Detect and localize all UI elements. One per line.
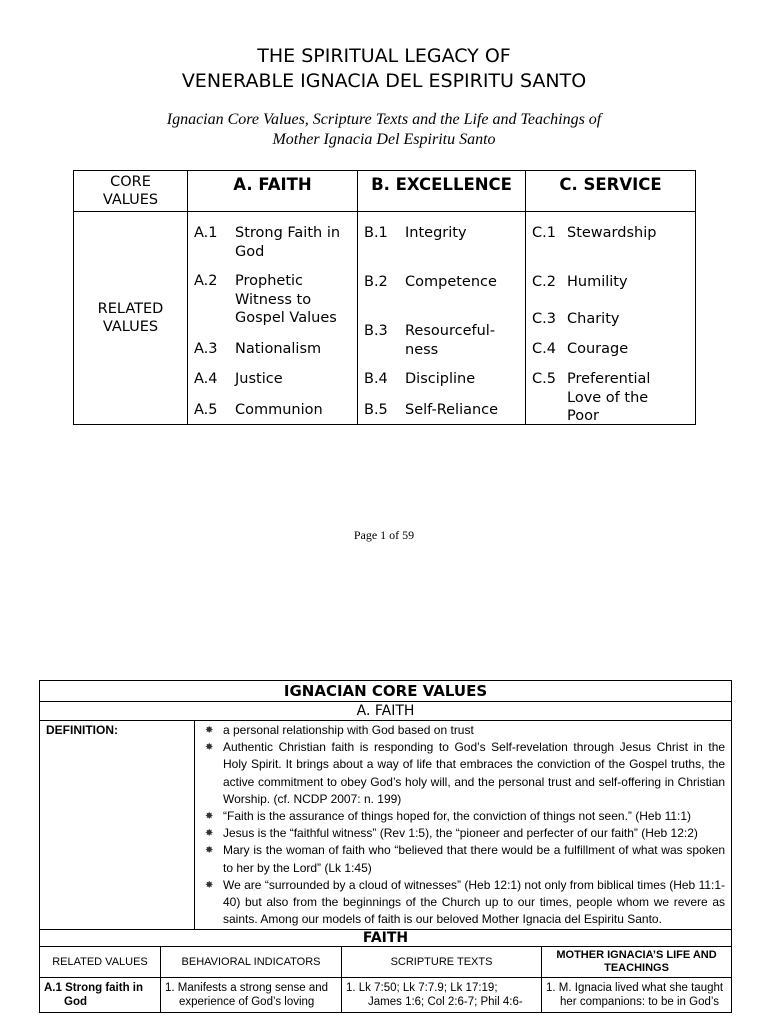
summary-header-row <box>74 171 696 212</box>
page-number: Page 1 of 59 <box>353 528 415 542</box>
definition-body <box>195 721 732 930</box>
definition-text: Mary is the woman of faith who “believed that there would be a fulfillment of what was spoken to her by the Lord” (Lk 1:45) <box>223 843 726 875</box>
title-line-2: VENERABLE IGNACIA DEL ESPIRITU SANTO <box>181 70 587 92</box>
value-item <box>364 370 523 389</box>
value-item <box>194 370 355 389</box>
table-subheading-row <box>40 702 732 721</box>
value-item <box>532 340 693 359</box>
value-number: B.3 <box>364 323 388 339</box>
value-item <box>194 272 355 328</box>
list-item <box>205 739 725 808</box>
value-item <box>532 273 693 292</box>
value-item <box>532 370 662 426</box>
value-number: C.3 <box>532 311 556 327</box>
bullet-icon: ✸ <box>205 828 214 840</box>
excellence-column-header: B. EXCELLENCE <box>358 171 526 212</box>
column-header-behavioral-indicators: BEHAVIORAL INDICATORS <box>161 947 342 978</box>
definition-list <box>205 722 725 928</box>
column-header-scripture-texts: SCRIPTURE TEXTS <box>342 947 542 978</box>
list-item <box>205 808 725 825</box>
definition-text: We are “surrounded by a cloud of witnesses” (Heb 12:1) not only from biblical times (Heb 11:1-40) but also from the beginnings of the Church up to our times, people whom we revere as saints. Among our models of faith is our beloved Mother Ignacia del Espiritu Santo. <box>223 877 726 927</box>
bullet-icon: ✸ <box>205 879 214 891</box>
value-text: Communion <box>235 402 323 418</box>
value-number: C.2 <box>532 274 556 290</box>
value-item <box>364 224 523 243</box>
table-row <box>40 978 732 1013</box>
service-column-header: C. SERVICE <box>526 171 696 212</box>
summary-values-row <box>74 212 696 425</box>
definition-text: Jesus is the “faithful witness” (Rev 1:5), the “pioneer and perfecter of our faith” (Heb 12:2) <box>223 826 698 841</box>
service-values-cell <box>526 212 696 425</box>
definition-label: DEFINITION: <box>40 721 195 930</box>
bullet-icon: ✸ <box>205 811 214 823</box>
value-number: C.1 <box>532 225 556 241</box>
list-item <box>205 825 725 842</box>
value-number: A.2 <box>194 273 218 289</box>
core-values-summary-table <box>73 170 696 425</box>
subtitle-line-1: Ignacian Core Values, Scripture Texts and the Life and Teachings of <box>166 111 602 128</box>
faith-section-label: FAITH <box>40 930 732 947</box>
teaching-line-1: 1. M. Ignacia lived what she taught <box>546 982 724 995</box>
related-label-line-2: VALUES <box>102 319 159 335</box>
ignacian-core-values-table <box>39 680 732 1013</box>
value-item <box>532 224 693 243</box>
core-label-line-2: VALUES <box>102 192 159 208</box>
value-text: Justice <box>235 371 283 387</box>
value-text: Stewardship <box>567 225 657 241</box>
title-line-1: THE SPIRITUAL LEGACY OF <box>257 45 511 67</box>
value-text: Self-Reliance <box>405 402 499 418</box>
value-number: C.4 <box>532 341 556 357</box>
list-item <box>205 842 725 876</box>
value-number: B.1 <box>364 225 388 241</box>
value-text: Resourceful-ness <box>405 323 496 358</box>
definition-text: “Faith is the assurance of things hoped for, the conviction of things not seen.” (Heb 11:1) <box>223 809 692 824</box>
document-title <box>0 44 768 94</box>
bullet-icon: ✸ <box>205 725 214 736</box>
list-item <box>205 722 725 739</box>
value-number: A.5 <box>194 402 218 418</box>
related-values-label <box>74 212 188 425</box>
value-number: A.1 <box>194 225 218 241</box>
value-text: Humility <box>567 274 628 290</box>
value-item <box>194 401 355 420</box>
related-value-cell <box>40 978 161 1013</box>
teaching-line-2: her companions: to be in God’s <box>560 996 719 1009</box>
value-text: Integrity <box>405 225 467 241</box>
value-text: Preferential Love of the Poor <box>567 371 651 424</box>
value-text: Strong Faith in God <box>235 225 341 260</box>
table-heading: IGNACIAN CORE VALUES <box>40 681 732 702</box>
value-item <box>194 340 355 359</box>
core-label-line-1: CORE <box>110 174 151 190</box>
value-text: Nationalism <box>235 341 322 357</box>
bullet-icon: ✸ <box>205 742 214 754</box>
bullet-icon: ✸ <box>205 845 214 857</box>
table-heading-row <box>40 681 732 702</box>
faith-label-row <box>40 930 732 947</box>
value-item <box>364 401 523 420</box>
subtitle-line-2: Mother Ignacia Del Espiritu Santo <box>272 131 496 148</box>
faith-values-cell <box>188 212 358 425</box>
faith-column-header: A. FAITH <box>188 171 358 212</box>
related-value-line-1: A.1 Strong faith in <box>44 982 144 995</box>
value-item <box>364 273 523 292</box>
indicator-line-1: 1. Manifests a strong sense and <box>165 982 329 995</box>
related-value-line-2: God <box>64 996 87 1009</box>
value-text: Prophetic Witness to Gospel Values <box>235 273 337 326</box>
column-header-related-values: RELATED VALUES <box>40 947 161 978</box>
value-number: B.2 <box>364 274 388 290</box>
value-text: Courage <box>567 341 629 357</box>
value-text: Competence <box>405 274 497 290</box>
value-number: B.5 <box>364 402 388 418</box>
document-subtitle <box>0 110 768 150</box>
column-header-row <box>40 947 732 978</box>
value-number: B.4 <box>364 371 388 387</box>
definition-row <box>40 721 732 930</box>
value-text: Charity <box>567 311 620 327</box>
core-values-label <box>74 171 188 212</box>
definition-text: a personal relationship with God based on trust <box>223 723 474 737</box>
scripture-line-1: 1. Lk 7:50; Lk 7:7.9; Lk 17:19; <box>346 982 498 995</box>
list-item <box>205 877 725 929</box>
table-subheading: A. FAITH <box>40 702 732 721</box>
value-number: C.5 <box>532 371 556 387</box>
definition-text: Authentic Christian faith is responding to God’s Self-revelation through Jesus Christ in the Holy Spirit. It brings about a way of life that embraces the conviction of the Gospel truths, the active commitment to obey God’s holy will, and the personal trust and self-offering in Christian Worship. (cf. NCDP 2007: n. 199) <box>223 740 726 806</box>
life-and-teachings-cell <box>542 978 732 1013</box>
related-label-line-1: RELATED <box>97 301 164 317</box>
scripture-texts-cell <box>342 978 542 1013</box>
value-number: A.4 <box>194 371 218 387</box>
value-item <box>194 224 355 261</box>
column-header-life-and-teachings: MOTHER IGNACIA’S LIFE AND TEACHINGS <box>542 947 732 978</box>
value-item <box>532 310 693 329</box>
behavioral-indicator-cell <box>161 978 342 1013</box>
excellence-values-cell <box>358 212 526 425</box>
value-number: A.3 <box>194 341 218 357</box>
value-item <box>364 322 494 359</box>
scripture-line-2: James 1:6; Col 2:6-7; Phil 4:6- <box>368 996 523 1009</box>
indicator-line-2: experience of God’s loving <box>179 996 315 1009</box>
value-text: Discipline <box>405 371 476 387</box>
